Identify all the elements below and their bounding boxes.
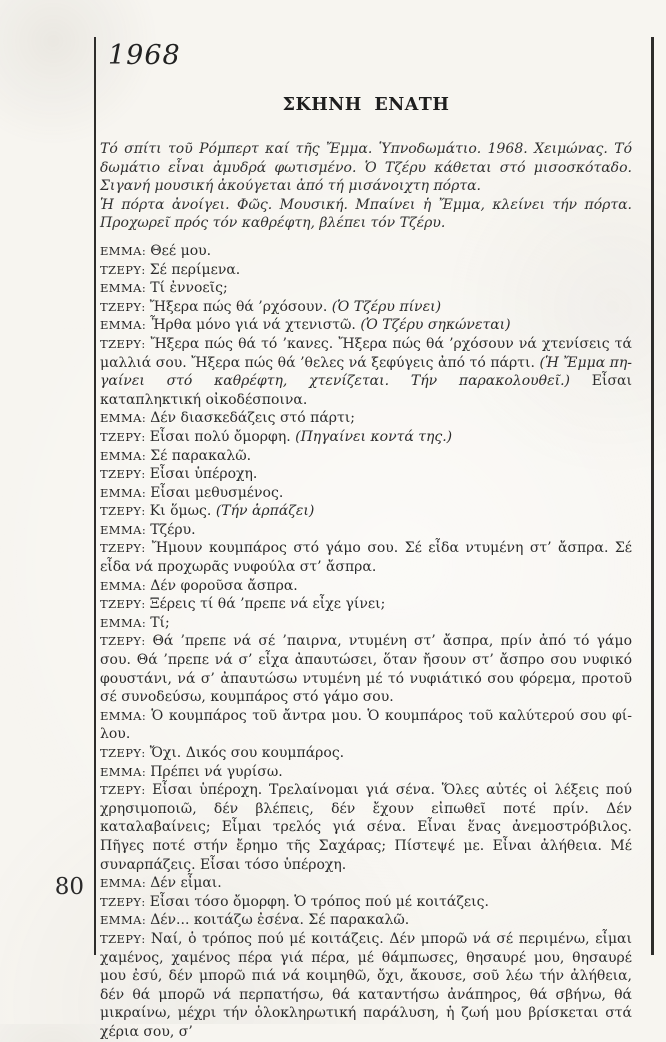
dialogue-line (100, 428, 632, 447)
dialogue-line (100, 316, 632, 335)
dialogue-line (100, 335, 632, 409)
dialogue-line (100, 632, 632, 706)
speech-text: Ἦρθα μόνο γιά νά χτενιστῶ. (150, 317, 361, 334)
dialogue-line (100, 242, 632, 261)
dialogue-line (100, 261, 632, 280)
speaker-name: ΤΖΕΡΥ: (100, 746, 150, 760)
dialogue-line (100, 279, 632, 298)
speaker-name: ΤΖΕΡΥ: (100, 262, 150, 277)
speaker-name: ΤΖΕΡΥ: (100, 504, 150, 519)
dialogue-line (100, 781, 632, 874)
speaker-name: ΤΖΕΡΥ: (100, 429, 150, 444)
speaker-name: ΕΜΜΑ: (100, 578, 151, 593)
speaker-name: ΕΜΜΑ: (100, 913, 151, 928)
dialogue-line (100, 595, 632, 614)
speech-text: Τί; (150, 614, 170, 631)
inline-stage-direction: (Ἡ Ἔμμα πηγαίνει στό καθρέφτη, χτενίζεται. Τήν παρακολουθεῖ.) (100, 354, 633, 390)
inline-stage-direction: (Ὁ Τζέρυ σηκώνεται) (360, 317, 511, 334)
speaker-name: ΕΜΜΑ: (100, 708, 152, 723)
dialogue-line (100, 744, 632, 763)
speech-text: Ὁ κουμπάρος τοῦ ἄντρα μου. Ὁ κουμπάρος τοῦ καλύτερού σου φίλου. (100, 707, 632, 743)
speaker-name: ΕΜΜΑ: (100, 448, 151, 463)
dialogue-line (100, 893, 632, 912)
speech-text: Δέν φοροῦσα ἄσπρα. (150, 577, 298, 594)
speech-text: Δέν διασκεδάζεις στό πάρτι; (150, 410, 355, 427)
speaker-name: ΕΜΜΑ: (100, 281, 151, 296)
speaker-name: ΕΜΜΑ: (100, 615, 151, 630)
dialogue-line (100, 614, 632, 633)
dialogue-line (100, 298, 632, 317)
speech-text: Σέ παρακαλῶ. (150, 447, 252, 464)
dialogue-line (100, 874, 632, 893)
speech-text: Πρέπει νά γυρίσω. (150, 763, 283, 780)
speech-text: Ξέρεις τί θά ’πρεπε νά εἶχε γίνει; (149, 596, 386, 613)
speaker-name: ΕΜΜΑ: (100, 876, 151, 891)
inline-stage-direction: (Πηγαίνει κοντά της.) (295, 428, 453, 445)
stage-direction: Ἡ πόρτα ἀνοίγει. Φῶς. Μουσική. Μπαίνει ἡ Ἔμμα, κλείνει τήν πόρτα. Προχωρεῖ πρός τόν καθρέφτη, βλέπει τόν Τζέρυ. (100, 196, 632, 232)
speech-text: Εἶσαι μεθυσμένος. (150, 484, 284, 501)
speech-text: Δέν... κοιτάζω ἐσένα. Σέ παρακαλῶ. (150, 912, 410, 929)
dialogue-line (100, 521, 632, 540)
left-border-line (94, 37, 96, 955)
speech-text: Εἶσαι καταπληκτική οἰκοδέσποινα. (100, 373, 632, 408)
speaker-name: ΤΖΕΡΥ: (100, 783, 153, 798)
stage-direction: Τό σπίτι τοῦ Ρόμπερτ καί τῆς Ἔμμα. Ὑπνοδωμάτιο. 1968. Χειμώνας. Τό δωμάτιο εἶναι ἀμυδρά φωτισμένο. Ὁ Τζέρυ κάθεται στό μισοσκόταδο. Σιγανή μουσική ἀκούγεται ἀπό τή μισάνοιχτη πόρτα. (100, 141, 632, 195)
dialogue-line (100, 502, 632, 521)
dialogue-line (100, 577, 632, 596)
speech-text: Ὄχι. Δικός σου κουμπάρος. (149, 745, 345, 761)
speaker-name: ΤΖΕΡΥ: (100, 467, 150, 482)
dialogue-line (100, 930, 632, 1042)
speaker-name: ΕΜΜΑ: (100, 411, 151, 426)
speaker-name: ΤΖΕΡΥ: (100, 541, 152, 556)
dialogue-line (100, 447, 632, 466)
speaker-name: ΤΖΕΡΥ: (100, 299, 150, 314)
speech-text: Τζέρυ. (150, 521, 196, 538)
speaker-name: ΤΖΕΡΥ: (100, 336, 151, 351)
speech-text: Εἶσαι ὑπέροχη. Τρελαίνομαι γιά σένα. Ὅλες αὐτές οἱ λέξεις πού χρησιμοποιῶ, δέν βλέπεις, δέν ἔχουν εἰπωθεῖ ποτέ πρίν. Δέν καταλαβαίνεις; Εἶμαι τρελός γιά σένα. Εἶναι ἕνας ἀνεμοστρόβιλος. Πῆγες ποτέ στήν ἔρημο τῆς Σαχάρας; Πίστεψέ με. Εἶναι ἀλήθεια. Μέ συναρπάζεις. Εἶσαι τόσο ὑπέροχη. (100, 782, 632, 873)
speech-text: Ναί, ὁ τρόπος πού μέ κοιτάζεις. Δέν μπορῶ νά σέ περιμένω, εἶμαι χαμένος, χαμένος πέρα γιά πέρα, μέ θάμπωσες, θησαυρέ μου, θησαυρέ μου ἐσύ, δέν μπορῶ πιά νά κοιμηθῶ, ὄχι, ἄκουσε, σοῦ λέω τήν ἀλήθεια, δέν θά μπορῶ νά περπατήσω, θά καταντήσω ἀνάπηρος, θά σβήνω, θά μικραίνω, μέχρι τήν ὁλοκληρωτική παράλυση, ἡ ζωή μου βρίσκεται στά χέρια σου, σ’ (100, 930, 632, 1040)
speech-text: Κι ὅμως. (149, 503, 216, 520)
stage-directions (100, 140, 632, 233)
speech-text: Θά ’πρεπε νά σέ ’παιρνα, ντυμένη στ’ ἄσπρα, πρίν ἀπό τό γάμο σου. Θά ’πρεπε νά σ’ εἶχα ἀπαυτώσει, ὅταν ἤσουν στ’ ἄσπρο σου νυφικό φουστάνι, νά σ’ ἀπαυτώσω ντυμένη μέ τό νυφιάτικό σου φόρεμα, προτοῦ σέ συνοδεύσω, κουμπάρος στό γάμο σου. (100, 633, 632, 706)
speech-text: Εἶσαι πολύ ὄμορφη. (149, 428, 296, 445)
inline-stage-direction: (Ὁ Τζέρυ πίνει) (331, 298, 442, 315)
speech-text: Ἤξερα πώς θά τό ’κανες. Ἤξερα πώς θά ’ρχόσουν νά χτενίσεις τά μαλλιά σου. Ἤξερα πώς θά ’θελες νά ξεφύγεις ἀπό τό πάρτι. (100, 335, 632, 371)
dialogue-line (100, 465, 632, 484)
dialogue-line (100, 409, 632, 428)
speaker-name: ΕΜΜΑ: (100, 485, 151, 500)
speaker-name: ΤΖΕΡΥ: (100, 931, 151, 946)
speaker-name: ΤΖΕΡΥ: (100, 597, 150, 612)
speech-text: Δέν εἶμαι. (150, 875, 222, 892)
speaker-name: ΕΜΜΑ: (100, 243, 151, 258)
inline-stage-direction: (Τήν ἁρπάζει) (215, 503, 315, 520)
speaker-name: ΤΖΕΡΥ: (100, 634, 153, 649)
right-border-line (651, 37, 654, 955)
dialogue-line (100, 707, 632, 744)
dialogue-line (100, 539, 632, 576)
dialogue-line (100, 484, 632, 503)
speaker-name: ΕΜΜΑ: (100, 764, 151, 779)
dialogue (100, 242, 632, 1042)
text-column (100, 140, 632, 1042)
speaker-name: ΕΜΜΑ: (100, 522, 151, 537)
year-heading: 1968 (108, 40, 181, 71)
speech-text: Εἶσαι ὑπέροχη. (149, 466, 258, 483)
speaker-name: ΕΜΜΑ: (100, 318, 151, 333)
speech-text: Εἶσαι τόσο ὄμορφη. Ὁ τρόπος πού μέ κοιτάζεις. (149, 893, 489, 910)
scene-title: ΣΚΗΝΗ ΕΝΑΤΗ (282, 95, 450, 115)
speech-text: Σέ περίμενα. (149, 261, 241, 278)
dialogue-line (100, 763, 632, 782)
speech-text: Ἤξερα πώς θά ’ρχόσουν. (149, 298, 332, 315)
page-number: 80 (54, 874, 84, 900)
speech-text: Ἤμουν κουμπάρος στό γάμο σου. Σέ εἶδα ντυμένη στ’ ἄσπρα. Σέ εἶδα νά προχωρᾶς νυφούλα στ’ ἄσπρα. (100, 540, 632, 576)
speech-text: Θεέ μου. (150, 242, 212, 259)
dialogue-line (100, 911, 632, 930)
speech-text: Τί ἐννοεῖς; (150, 280, 228, 297)
speaker-name: ΤΖΕΡΥ: (100, 894, 150, 909)
